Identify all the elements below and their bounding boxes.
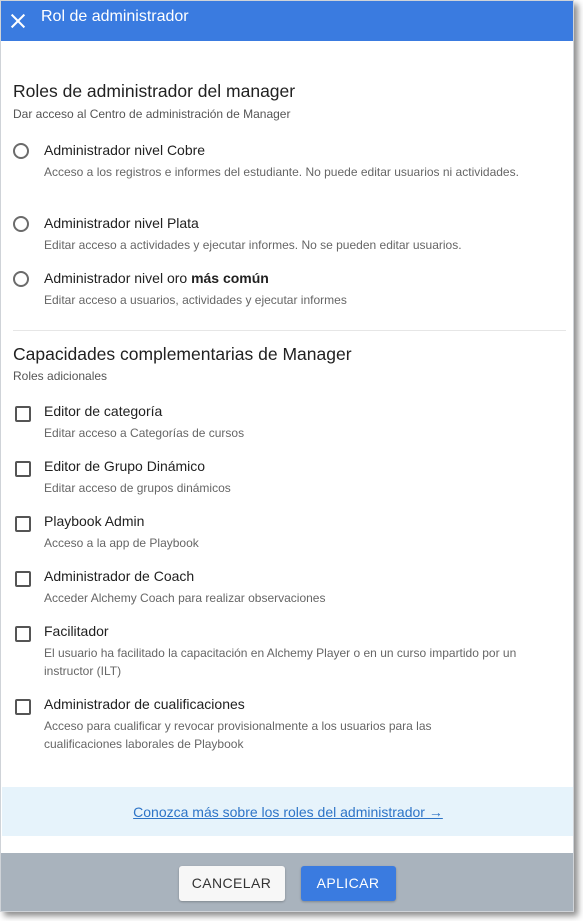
capability-option-label: Facilitador <box>44 623 109 639</box>
capabilities-section-title: Capacidades complementarias de Manager <box>13 344 352 364</box>
capability-option-label: Administrador de cualificaciones <box>44 696 245 712</box>
roles-section-title: Roles de administrador del manager <box>13 81 296 101</box>
checkbox[interactable] <box>15 699 31 715</box>
section-divider <box>13 330 566 331</box>
capability-option-label: Editor de categoría <box>44 403 163 419</box>
role-option-label: Administrador nivel Cobre <box>44 142 206 158</box>
role-option-desc: Acceso a los registros e informes del estudiante. No puede editar usuarios ni actividades. <box>44 165 519 179</box>
dialog-footer <box>1 853 573 912</box>
dialog-title: Rol de administrador <box>41 7 189 25</box>
most-common-badge: más común <box>191 270 269 286</box>
radio-button[interactable] <box>13 143 29 159</box>
role-option-label-text: Administrador nivel oro <box>44 270 188 286</box>
checkbox[interactable] <box>15 626 31 642</box>
checkbox[interactable] <box>15 571 31 587</box>
learn-more-link[interactable]: Conozca más sobre los roles del administrador → <box>133 803 443 820</box>
dialog-header <box>1 1 573 41</box>
capability-option-desc: El usuario ha facilitado la capacitación en Alchemy Player o en un curso impartido por un instructor (ILT) <box>44 646 517 678</box>
role-option-desc: Editar acceso a actividades y ejecutar informes. No se pueden editar usuarios. <box>44 238 462 252</box>
capability-option-label: Administrador de Coach <box>44 568 195 584</box>
capability-option-label: Editor de Grupo Dinámico <box>44 458 206 474</box>
close-icon[interactable] <box>9 12 27 30</box>
roles-section-subtitle: Dar acceso al Centro de administración de Manager <box>13 107 291 121</box>
capability-option-desc: Acceso para cualificar y revocar provisionalmente a los usuarios para las cualificaciones laborales de Playbook <box>44 719 432 751</box>
radio-button[interactable] <box>13 271 29 287</box>
capability-option-desc: Editar acceso a Categorías de cursos <box>44 426 245 440</box>
capabilities-section-subtitle: Roles adicionales <box>13 369 108 383</box>
checkbox[interactable] <box>15 406 31 422</box>
radio-button[interactable] <box>13 216 29 232</box>
role-option-desc: Editar acceso a usuarios, actividades y ejecutar informes <box>44 293 347 307</box>
role-option-label: Administrador nivel Plata <box>44 215 199 231</box>
checkbox[interactable] <box>15 516 31 532</box>
capability-option-desc: Acceder Alchemy Coach para realizar observaciones <box>44 591 326 605</box>
capability-option-desc: Acceso a la app de Playbook <box>44 536 199 550</box>
cancel-button[interactable]: CANCELAR <box>179 866 285 901</box>
apply-button[interactable]: APLICAR <box>301 866 396 901</box>
learn-more-banner <box>2 787 574 836</box>
role-option-label <box>44 270 269 286</box>
checkbox[interactable] <box>15 461 31 477</box>
capability-option-label: Playbook Admin <box>44 513 145 529</box>
capability-option-desc: Editar acceso de grupos dinámicos <box>44 481 231 495</box>
